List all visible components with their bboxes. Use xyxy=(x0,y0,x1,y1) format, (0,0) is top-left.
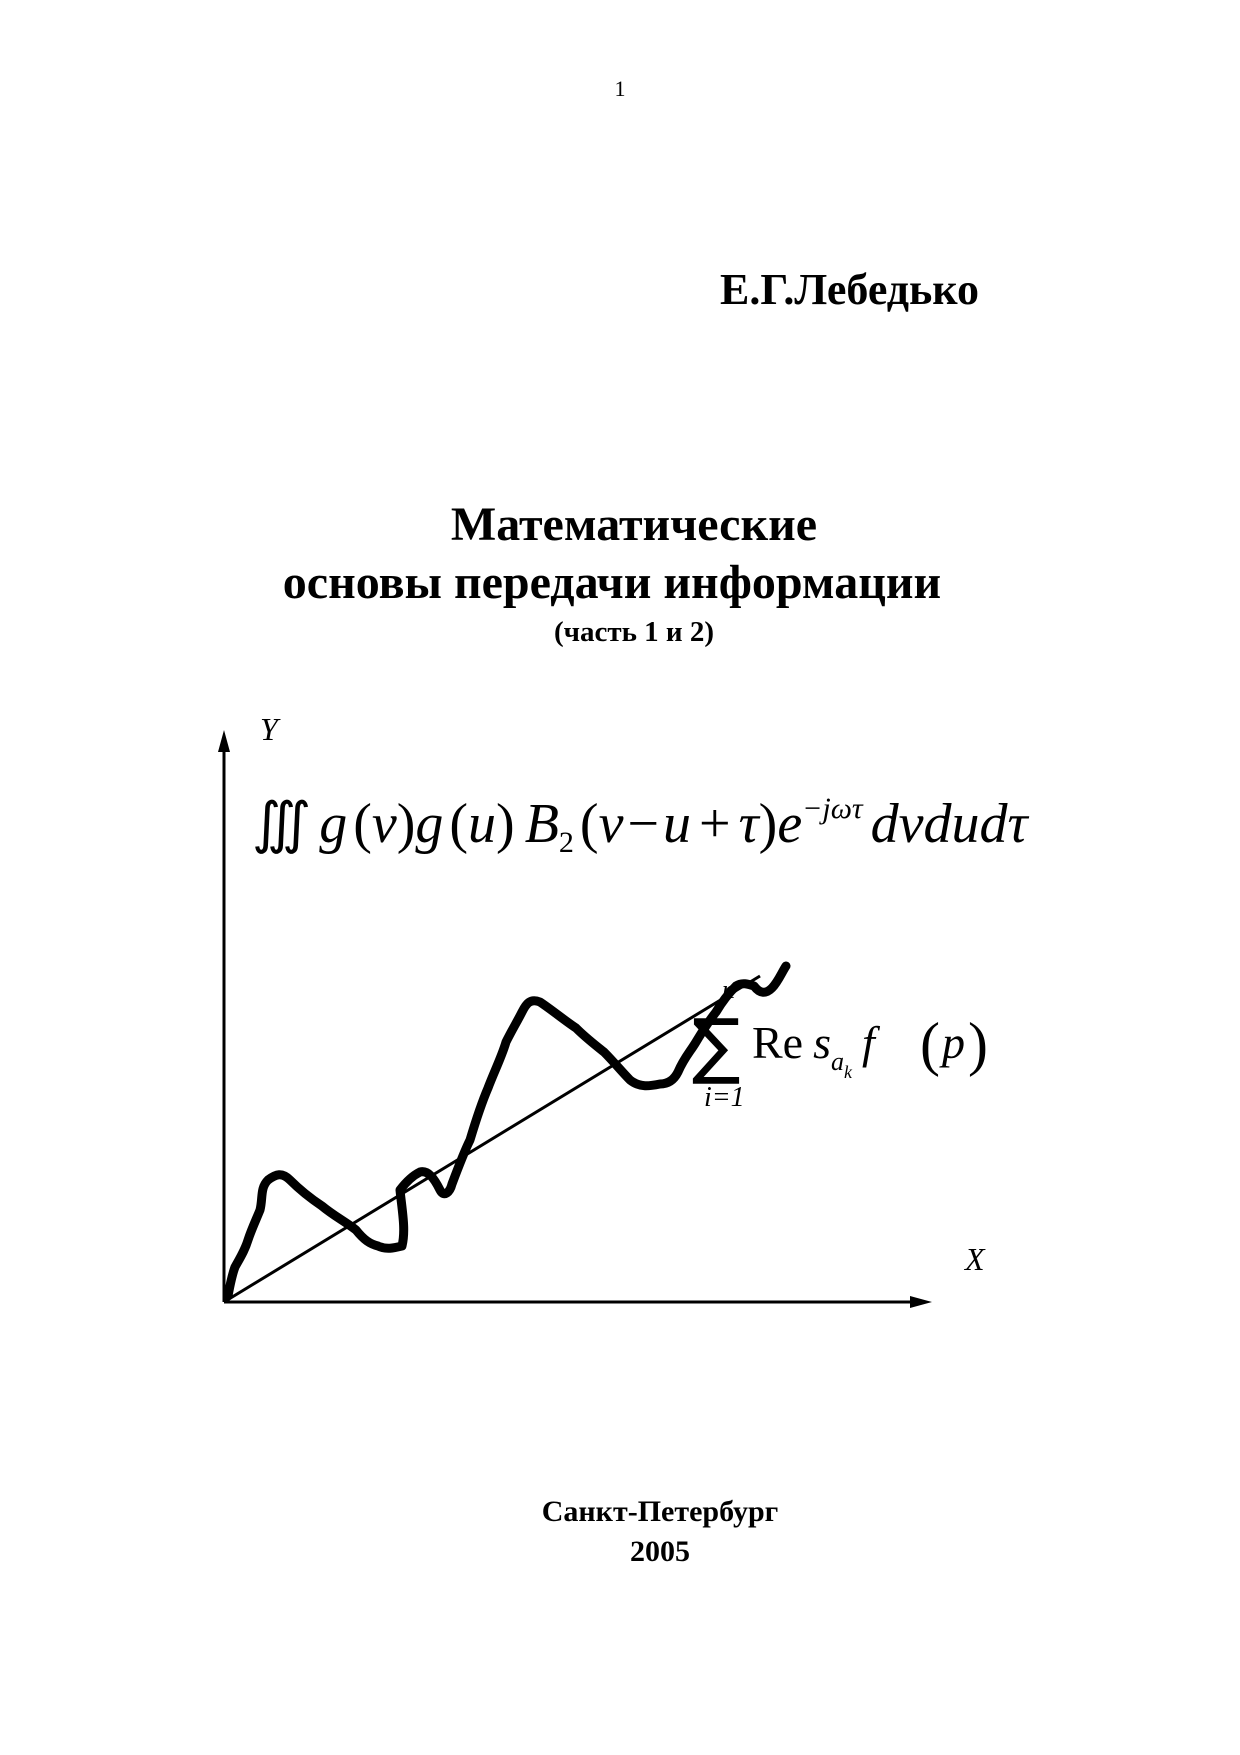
integral-formula xyxy=(252,792,1030,859)
integral-sign: ∭ xyxy=(252,793,312,855)
imprint-block xyxy=(0,1492,1240,1572)
formula-e: e xyxy=(777,793,803,855)
subtitle: (часть 1 и 2) xyxy=(553,616,715,648)
formula-differentials: dvdudτ xyxy=(870,793,1028,855)
paren-close-p: ) xyxy=(968,1011,988,1077)
formula-B-subscript: 2 xyxy=(558,826,574,859)
formula-v2: v xyxy=(598,793,624,855)
residue-s: s xyxy=(813,1017,832,1068)
author-name: Е.Г.Лебедько xyxy=(720,265,980,314)
formula-B: B xyxy=(524,793,559,855)
function-f: f xyxy=(862,1017,875,1068)
residue-expression xyxy=(752,1017,881,1082)
cover-illustration xyxy=(230,711,1130,1340)
formula-u1: u xyxy=(468,793,497,855)
sum-lower-limit: i=1 xyxy=(704,1082,745,1113)
cover-illustration-svg xyxy=(230,711,1130,1340)
formula-paren-close-3: ) xyxy=(758,793,778,855)
title-line-2: основы передачи информации xyxy=(282,556,942,609)
formula-g2: g xyxy=(415,793,444,855)
formula-paren-open-2: ( xyxy=(449,793,469,855)
x-axis-label: X xyxy=(965,1241,985,1277)
page-number: 1 xyxy=(614,76,626,101)
formula-paren-open-1: ( xyxy=(353,793,372,855)
title-line-1: Математические xyxy=(450,498,818,551)
formula-paren-close-2: ) xyxy=(496,793,515,855)
formula-paren-open-3: ( xyxy=(579,793,599,855)
formula-u2: u xyxy=(663,793,692,855)
sum-upper-limit: n xyxy=(722,975,735,1004)
paren-open-p: ( xyxy=(920,1011,940,1077)
imprint-year: 2005 xyxy=(630,1535,690,1568)
y-axis-label: Y xyxy=(260,711,278,747)
sigma-sign: ∑ xyxy=(692,1003,741,1087)
trend-line xyxy=(224,976,760,1302)
formula-minus: − xyxy=(627,793,660,855)
y-axis-arrow xyxy=(218,730,230,752)
formula-paren-close-1: ) xyxy=(396,793,416,855)
re-label: Re xyxy=(752,1017,804,1068)
x-axis-arrow xyxy=(910,1296,932,1308)
formula-g1: g xyxy=(319,793,348,855)
residue-subscript-k: k xyxy=(844,1062,853,1082)
formula-v1: v xyxy=(371,793,397,855)
residue-subscript-a: a xyxy=(831,1047,845,1076)
formula-exponent: −jωτ xyxy=(802,792,863,825)
imprint-city: Санкт-Петербург xyxy=(541,1495,779,1528)
formula-plus: + xyxy=(699,793,731,855)
argument-p: p xyxy=(942,1017,965,1068)
formula-tau: τ xyxy=(738,793,759,855)
title-block xyxy=(0,496,1240,652)
